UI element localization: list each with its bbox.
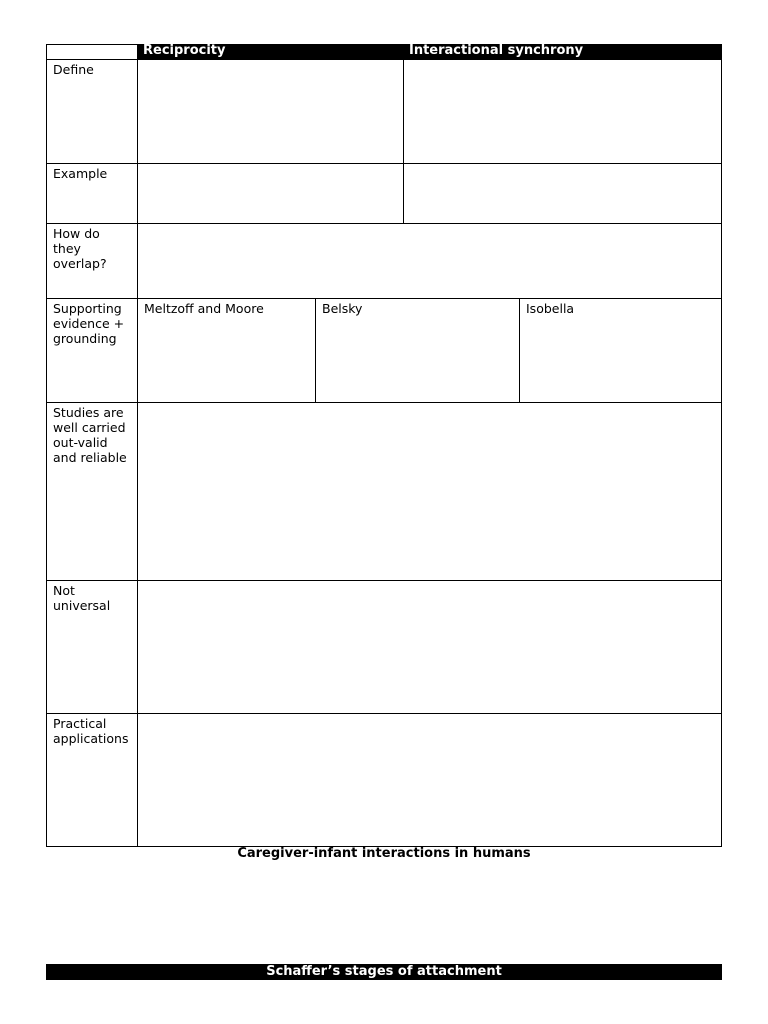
table-caption: Caregiver-infant interactions in humans — [237, 846, 531, 861]
evidence-belsky-cell[interactable]: Belsky — [315, 298, 520, 403]
next-section-title: Schaffer’s stages of attachment — [46, 964, 722, 980]
header-interactional-synchrony: Interactional synchrony — [403, 44, 722, 60]
row-label-overlap: How do they overlap? — [46, 223, 138, 299]
valid-reliable-cell[interactable] — [137, 402, 722, 581]
practical-applications-cell[interactable] — [137, 713, 722, 847]
overlap-cell[interactable] — [137, 223, 722, 299]
define-synchrony-cell[interactable] — [403, 59, 722, 164]
example-synchrony-cell[interactable] — [403, 163, 722, 224]
header-empty-cell — [46, 44, 138, 60]
row-label-not-universal: Not universal — [46, 580, 138, 714]
row-label-evidence: Supporting evidence + grounding — [46, 298, 138, 403]
row-label-example: Example — [46, 163, 138, 224]
evidence-isobella-cell[interactable]: Isobella — [519, 298, 722, 403]
not-universal-cell[interactable] — [137, 580, 722, 714]
header-reciprocity: Reciprocity — [137, 44, 404, 60]
evidence-meltzoff-moore-cell[interactable]: Meltzoff and Moore — [137, 298, 316, 403]
row-label-valid-reliable: Studies are well carried out-valid and reliable — [46, 402, 138, 581]
example-reciprocity-cell[interactable] — [137, 163, 404, 224]
row-label-practical-applications: Practical applications — [46, 713, 138, 847]
define-reciprocity-cell[interactable] — [137, 59, 404, 164]
row-label-define: Define — [46, 59, 138, 164]
